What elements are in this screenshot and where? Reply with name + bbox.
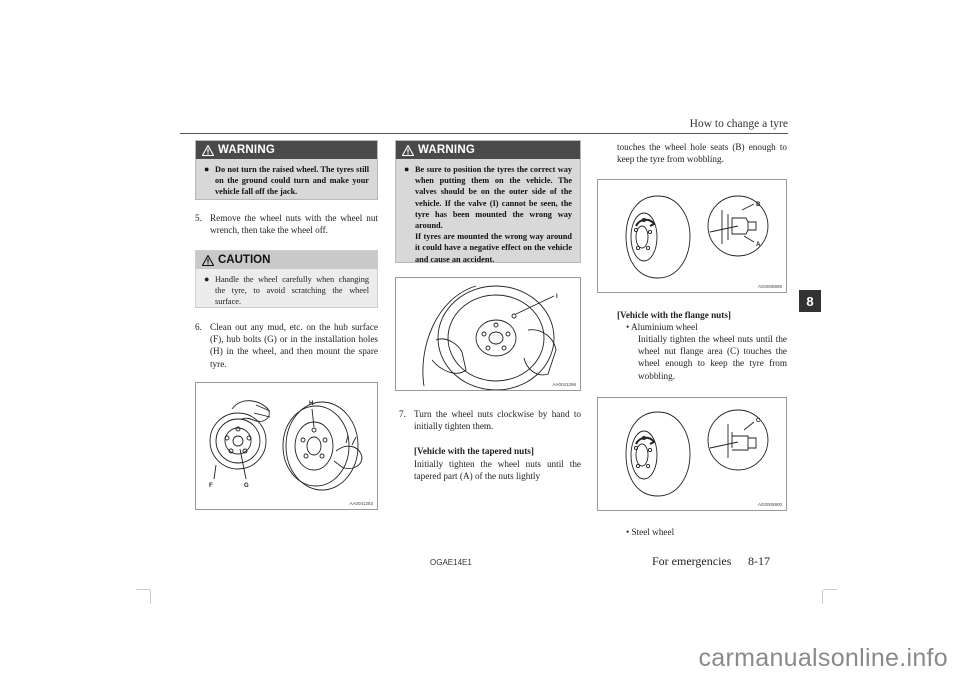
label-h: H [309,401,314,407]
step-number: 7. [399,409,406,419]
flange-nut-illustration [598,398,786,510]
bullet-icon: ● [204,274,210,284]
step-7 [399,408,581,432]
header-rule [180,133,788,134]
label-b: B [756,202,761,208]
label-g: G [244,483,249,489]
tapered-nuts-heading: [Vehicle with the tapered nuts] [414,446,534,456]
caution-box [195,250,378,308]
step-text: Remove the wheel nuts with the wheel nut wrench, then take the wheel off. [210,213,378,236]
figure-code: AA0041283 [349,501,373,506]
step-text: Clean out any mud, etc. on the hub surface (F), hub bolts (G) or in the installation holes (H) in the wheel, and then mount the spare tyre. [210,322,378,369]
warning-triangle-icon [402,145,414,156]
running-header: How to change a tyre [689,118,788,130]
aluminium-wheel-label: Aluminium wheel [631,322,698,332]
hub-cleaning-illustration [196,383,377,509]
footer-section: For emergencies [652,554,732,568]
warning-box [195,140,378,200]
figure-code: AA0041296 [552,382,576,387]
crop-mark [136,589,150,590]
warning-heading: WARNING [418,144,475,156]
figure-code: AG0005900 [757,502,782,507]
warning-box-valve [395,140,581,263]
section-tab: 8 [799,290,821,312]
label-c: C [756,418,761,424]
aluminium-wheel-text: Initially tighten the wheel nuts until the wheel nut flange area (C) touches the wheel enough to keep the tyre from wobbling. [638,334,787,381]
figure-tapered-nut [597,179,787,293]
steel-wheel-label: Steel wheel [631,527,675,537]
warning-extra-text: If tyres are mounted the wrong way around it could have a negative effect on the vehicle and cause an accident. [415,232,572,264]
figure-flange-nut [597,397,787,511]
crop-mark [150,590,151,604]
bullet-icon: • [626,527,630,537]
label-i: I [556,294,558,300]
step-number: 5. [195,213,202,223]
figure-valve-position [395,277,581,391]
figure-hub-cleaning [195,382,378,510]
caution-heading: CAUTION [218,254,271,266]
warning-header [396,141,580,159]
document-code: OGAE14E1 [430,558,472,567]
valve-position-illustration [396,278,580,390]
warning-triangle-icon [202,145,214,156]
flange-nuts-heading: [Vehicle with the flange nuts] [617,310,731,320]
aluminium-wheel-item [626,321,787,333]
warning-text: Do not turn the raised wheel. The tyres still on the ground could turn and make your vehicle fall off the jack. [215,165,369,197]
tapered-nut-illustration [598,180,786,292]
step-text: Turn the wheel nuts clockwise by hand to initially tighten them. [414,409,581,432]
crop-mark [823,589,837,590]
caution-header [196,251,377,269]
step-number: 6. [195,322,202,332]
step-6 [195,321,378,370]
tapered-nuts-text: Initially tighten the wheel nuts until the tapered part (A) of the nuts lightly [414,459,581,482]
warning-heading: WARNING [218,144,275,156]
caution-text: Handle the wheel carefully when changing the tyre, to avoid scratching the wheel surface. [215,275,369,307]
bullet-icon: ● [404,164,410,174]
warning-text: Be sure to position the tyres the correct way when putting them on the vehicle. The valves should be on the outer side of the vehicle. If the valve (I) cannot be seen, the tyre has been mounted the wrong way around. [415,165,572,231]
figure-code: AG0005896 [757,284,782,289]
crop-mark [822,590,823,604]
label-f: F [209,483,213,489]
bullet-icon: ● [204,164,210,174]
label-a: A [756,242,761,248]
page-number: 8-17 [748,554,770,568]
bullet-icon: • [626,322,630,332]
warning-header [196,141,377,159]
caution-triangle-icon [202,255,214,266]
step-5 [195,212,378,236]
watermark: carmanualsonline.info [698,644,948,672]
continued-text: touches the wheel hole seats (B) enough to keep the tyre from wobbling. [617,142,787,165]
steel-wheel-item [626,526,787,538]
